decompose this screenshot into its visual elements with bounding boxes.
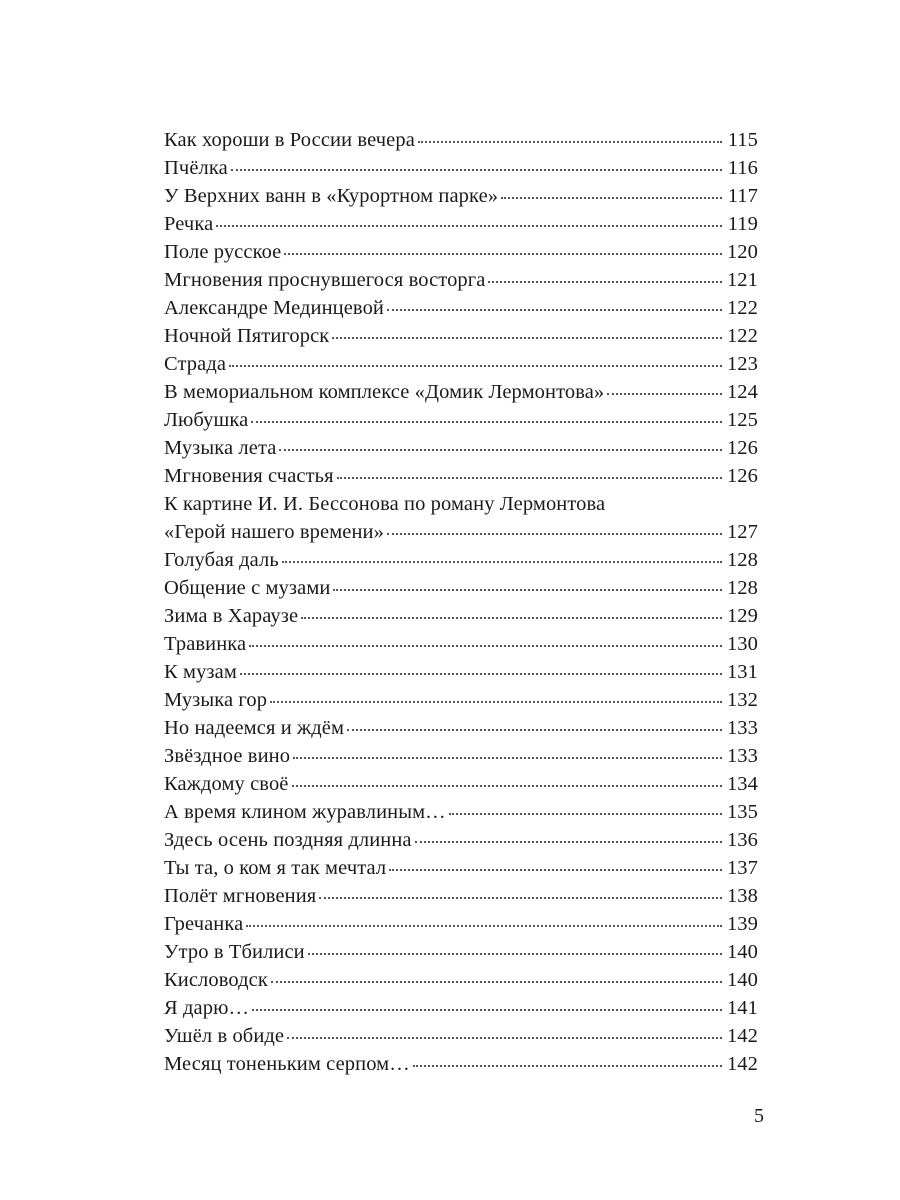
toc-dot-leader: [271, 981, 722, 983]
toc-dot-leader: [337, 477, 722, 479]
toc-entry-page: 134: [726, 773, 758, 795]
page-number: 5: [754, 1105, 764, 1127]
toc-entry-title: Ты та, о ком я так мечтал: [164, 857, 387, 879]
toc-entry: [164, 406, 758, 434]
toc-entry-page: 128: [726, 549, 758, 571]
toc-entry: [164, 154, 758, 182]
toc-entry: [164, 1050, 758, 1078]
toc-entry-title: «Герой нашего времени»: [164, 521, 384, 543]
toc-entry-page: 137: [726, 857, 758, 879]
toc-entry-page: 136: [726, 829, 758, 851]
toc-entry-page: 122: [726, 297, 758, 319]
toc-dot-leader: [332, 337, 722, 339]
toc-entry: [164, 294, 758, 322]
toc-entry: [164, 350, 758, 378]
toc-entry: [164, 938, 758, 966]
toc-entry: [164, 210, 758, 238]
toc-entry: [164, 910, 758, 938]
toc-dot-leader: [333, 589, 722, 591]
toc-entry-title: Как хороши в России вечера: [164, 129, 415, 151]
toc-dot-leader: [240, 673, 722, 675]
toc-entry-page: 132: [726, 689, 758, 711]
toc-dot-leader: [488, 281, 722, 283]
toc-dot-leader: [387, 533, 722, 535]
toc-dot-leader: [231, 169, 722, 171]
toc-entry-page: 142: [726, 1025, 758, 1047]
toc-entry-page: 135: [726, 801, 758, 823]
toc-entry: [164, 798, 758, 826]
toc-entry-title: Общение с музами: [164, 577, 331, 599]
toc-entry-page: 117: [727, 185, 758, 207]
toc-entry: [164, 546, 758, 574]
toc-entry-page: 119: [727, 213, 758, 235]
toc-entry: [164, 994, 758, 1022]
toc-entry-title: К картине И. И. Бессонова по роману Лермонтова: [164, 493, 606, 515]
toc-entry: [164, 574, 758, 602]
toc-dot-leader: [449, 813, 722, 815]
toc-dot-leader: [607, 393, 722, 395]
toc-dot-leader: [216, 225, 722, 227]
toc-entry-page: 133: [726, 717, 758, 739]
toc-entry-title: Ушёл в обиде: [164, 1025, 285, 1047]
toc-entry-page: 131: [726, 661, 758, 683]
toc-dot-leader: [308, 953, 722, 955]
toc-entry-page: 115: [727, 129, 758, 151]
toc-entry-page: 128: [726, 577, 758, 599]
table-of-contents: [164, 126, 758, 1078]
toc-dot-leader: [415, 841, 722, 843]
toc-entry-title: Каждому своё: [164, 773, 289, 795]
toc-entry-title: Утро в Тбилиси: [164, 941, 305, 963]
toc-dot-leader: [279, 449, 722, 451]
toc-dot-leader: [301, 617, 722, 619]
toc-entry-title: Мгновения проснувшегося восторга: [164, 269, 486, 291]
toc-entry-title: Кисловодск: [164, 969, 268, 991]
toc-dot-leader: [319, 897, 722, 899]
toc-entry-page: 140: [726, 969, 758, 991]
toc-entry-title: Мгновения счастья: [164, 465, 334, 487]
toc-entry-title: У Верхних ванн в «Курортном парке»: [164, 185, 499, 207]
toc-dot-leader: [252, 1009, 722, 1011]
toc-entry-title: Речка: [164, 213, 214, 235]
toc-entry-title: К музам: [164, 661, 237, 683]
toc-entry: [164, 238, 758, 266]
toc-entry: [164, 658, 758, 686]
toc-entry-title: Полёт мгновения: [164, 885, 317, 907]
toc-entry-title: Гречанка: [164, 913, 244, 935]
toc-entry-page: 139: [726, 913, 758, 935]
toc-entry-page: 123: [726, 353, 758, 375]
toc-entry-page: 129: [726, 605, 758, 627]
toc-entry-page: 126: [726, 465, 758, 487]
toc-entry-title: Любушка: [164, 409, 249, 431]
toc-dot-leader: [347, 729, 722, 731]
toc-entry-title: Пчёлка: [164, 157, 228, 179]
toc-entry: [164, 378, 758, 406]
toc-entry-page: 121: [726, 269, 758, 291]
toc-entry: [164, 742, 758, 770]
toc-entry: [164, 1022, 758, 1050]
toc-entry: [164, 602, 758, 630]
toc-dot-leader: [249, 645, 722, 647]
toc-entry: [164, 126, 758, 154]
toc-entry: [164, 770, 758, 798]
toc-entry-title: Здесь осень поздняя длинна: [164, 829, 412, 851]
toc-entry-page: 122: [726, 325, 758, 347]
toc-entry-title: Поле русское: [164, 241, 282, 263]
toc-entry: [164, 966, 758, 994]
toc-entry-page: 116: [727, 157, 758, 179]
toc-entry: [164, 882, 758, 910]
toc-entry: [164, 826, 758, 854]
toc-entry: [164, 182, 758, 210]
toc-dot-leader: [284, 253, 722, 255]
toc-entry: [164, 854, 758, 882]
toc-entry-page: 133: [726, 745, 758, 767]
toc-entry: [164, 714, 758, 742]
toc-entry-title: Я дарю…: [164, 997, 250, 1019]
toc-entry-title: Ночной Пятигорск: [164, 325, 330, 347]
toc-dot-leader: [387, 309, 722, 311]
toc-entry-title: Александре Мединцевой: [164, 297, 384, 319]
toc-dot-leader: [246, 925, 722, 927]
toc-entry: [164, 518, 758, 546]
toc-entry: [164, 686, 758, 714]
toc-dot-leader: [418, 141, 722, 143]
toc-dot-leader: [389, 869, 722, 871]
toc-entry-title: Страда: [164, 353, 227, 375]
toc-entry-page: 127: [726, 521, 758, 543]
toc-entry-page: 140: [726, 941, 758, 963]
toc-entry: [164, 490, 758, 518]
toc-entry-title: Музыка гор: [164, 689, 268, 711]
toc-entry-page: 126: [726, 437, 758, 459]
toc-dot-leader: [251, 421, 722, 423]
toc-dot-leader: [292, 785, 723, 787]
toc-dot-leader: [287, 1037, 722, 1039]
toc-entry: [164, 462, 758, 490]
toc-entry-title: Травинка: [164, 633, 247, 655]
toc-entry-page: 138: [726, 885, 758, 907]
toc-entry-page: 120: [726, 241, 758, 263]
toc-entry: [164, 266, 758, 294]
toc-entry-title: Голубая даль: [164, 549, 279, 571]
toc-entry-title: Музыка лета: [164, 437, 277, 459]
toc-entry-title: Но надеемся и ждём: [164, 717, 345, 739]
toc-entry-title: А время клином журавлиным…: [164, 801, 446, 823]
toc-dot-leader: [282, 561, 722, 563]
toc-entry-title: В мемориальном комплексе «Домик Лермонтова»: [164, 381, 605, 403]
toc-entry-title: Звёздное вино: [164, 745, 291, 767]
toc-dot-leader: [293, 757, 722, 759]
toc-entry-page: 142: [726, 1053, 758, 1075]
toc-dot-leader: [501, 197, 722, 199]
toc-entry-page: 141: [726, 997, 758, 1019]
toc-dot-leader: [413, 1065, 722, 1067]
toc-entry-title: Месяц тоненьким серпом…: [164, 1053, 410, 1075]
toc-entry: [164, 322, 758, 350]
toc-entry-page: 125: [726, 409, 758, 431]
toc-entry: [164, 434, 758, 462]
toc-entry-page: 124: [726, 381, 758, 403]
toc-entry-page: 130: [726, 633, 758, 655]
toc-dot-leader: [229, 365, 722, 367]
toc-entry-title: Зима в Хараузе: [164, 605, 299, 627]
toc-dot-leader: [270, 701, 722, 703]
toc-entry: [164, 630, 758, 658]
